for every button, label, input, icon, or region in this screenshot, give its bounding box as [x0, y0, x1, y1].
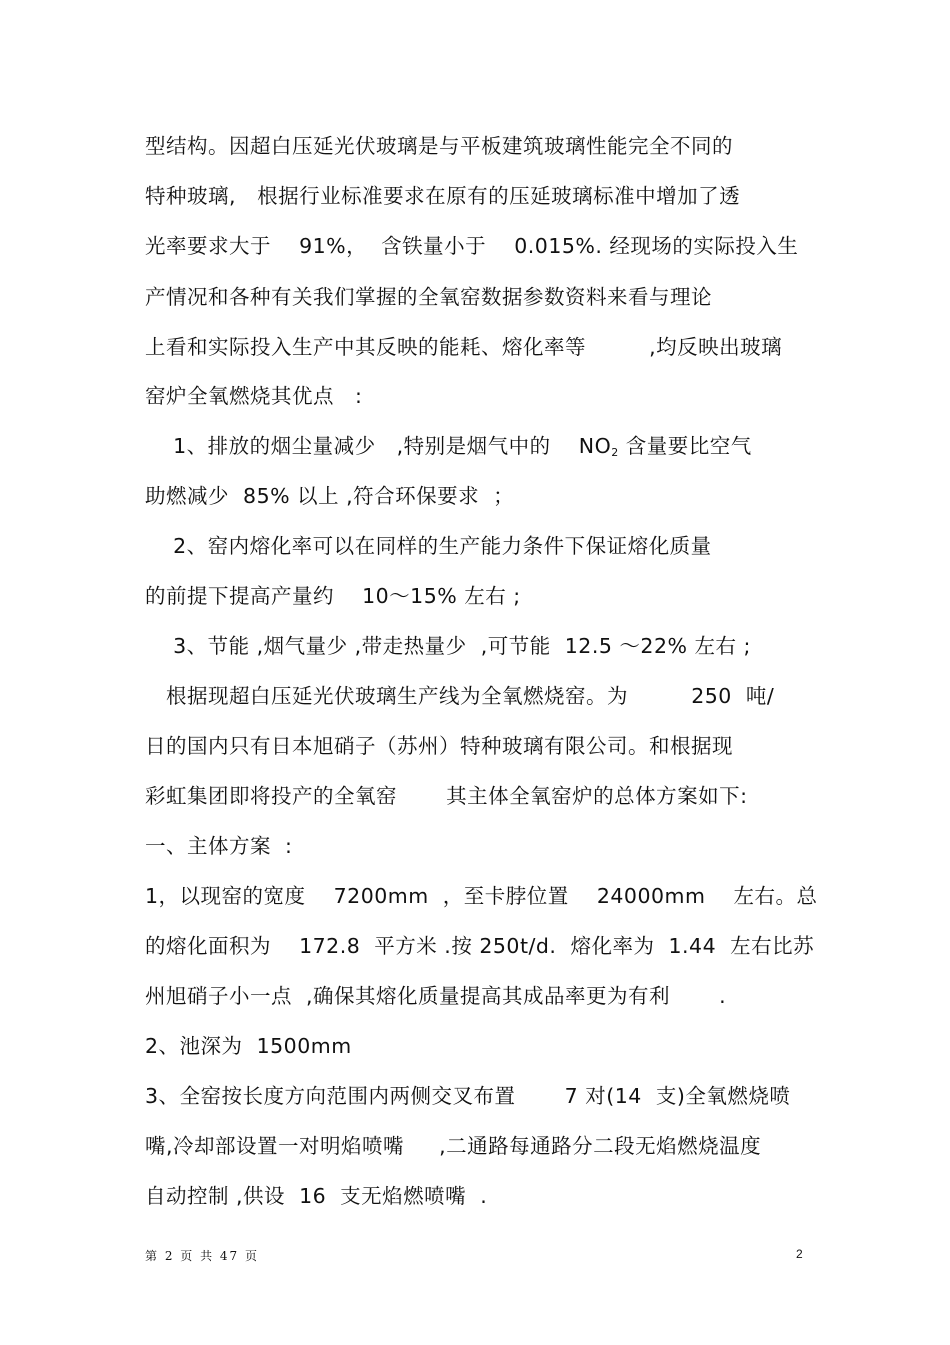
text-line-16: 1，以现窑的宽度 7200mm ，至卡脖位置 24000mm 左右。总 [145, 884, 818, 908]
text-line-7-rest: 含量要比空气 [618, 434, 752, 458]
text-line-12: 根据现超白压延光伏玻璃生产线为全氧燃烧窑。为 250 吨/ [145, 684, 775, 708]
page-number: 2 [796, 1247, 803, 1261]
text-line-1: 型结构。因超白压延光伏玻璃是与平板建筑玻璃性能完全不同的 [145, 134, 733, 158]
text-line-15: 一、主体方案 : [145, 834, 293, 858]
text-line-14: 彩虹集团即将投产的全氧窑 其主体全氧窑炉的总体方案如下: [145, 784, 748, 808]
text-line-10: 的前提下提高产量约 10～15% 左右 ; [145, 584, 521, 608]
text-line-13: 日的国内只有日本旭硝子（苏州）特种玻璃有限公司。和根据现 [145, 734, 733, 758]
text-line-5: 上看和实际投入生产中其反映的能耗、熔化率等 ,均反映出玻璃 [145, 335, 783, 359]
text-line-7-main: 1、排放的烟尘量减少 ,特别是烟气中的 NO [145, 434, 612, 458]
text-line-8: 助燃减少 85% 以上 ,符合环保要求 ； [145, 484, 515, 508]
text-line-7 [145, 432, 752, 467]
text-line-4: 产情况和各种有关我们掌握的全氧窑数据参数资料来看与理论 [145, 285, 712, 309]
text-line-2: 特种玻璃, 根据行业标准要求在原有的压延玻璃标准中增加了透 [145, 184, 741, 208]
text-line-9: 2、窑内熔化率可以在同样的生产能力条件下保证熔化质量 [145, 534, 712, 558]
text-line-21: 嘴,冷却部设置一对明焰喷嘴 ,二通路每通路分二段无焰燃烧温度 [145, 1134, 762, 1158]
subscript-2: 2 [611, 446, 619, 459]
text-line-19: 2、池深为 1500mm [145, 1034, 352, 1058]
text-line-6: 窑炉全氧燃烧其优点 : [145, 384, 363, 408]
text-line-11: 3、节能 ,烟气量少 ,带走热量少 ,可节能 12.5 ～22% 左右 ; [145, 634, 751, 658]
page-footer-count: 第 2 页 共 47 页 [145, 1249, 259, 1263]
text-line-20: 3、全窑按长度方向范围内两侧交叉布置 7 对(14 支)全氧燃烧喷 [145, 1084, 791, 1108]
text-line-17: 的熔化面积为 172.8 平方米 .按 250t/d. 熔化率为 1.44 左右比苏 [145, 934, 815, 958]
text-line-18: 州旭硝子小一点 ,确保其熔化质量提高其成品率更为有利 . [145, 984, 727, 1008]
text-line-3: 光率要求大于 91%， 含铁量小于 0.015%. 经现场的实际投入生 [145, 234, 799, 258]
text-line-22: 自动控制 ,供设 16 支无焰燃喷嘴 . [145, 1184, 488, 1208]
